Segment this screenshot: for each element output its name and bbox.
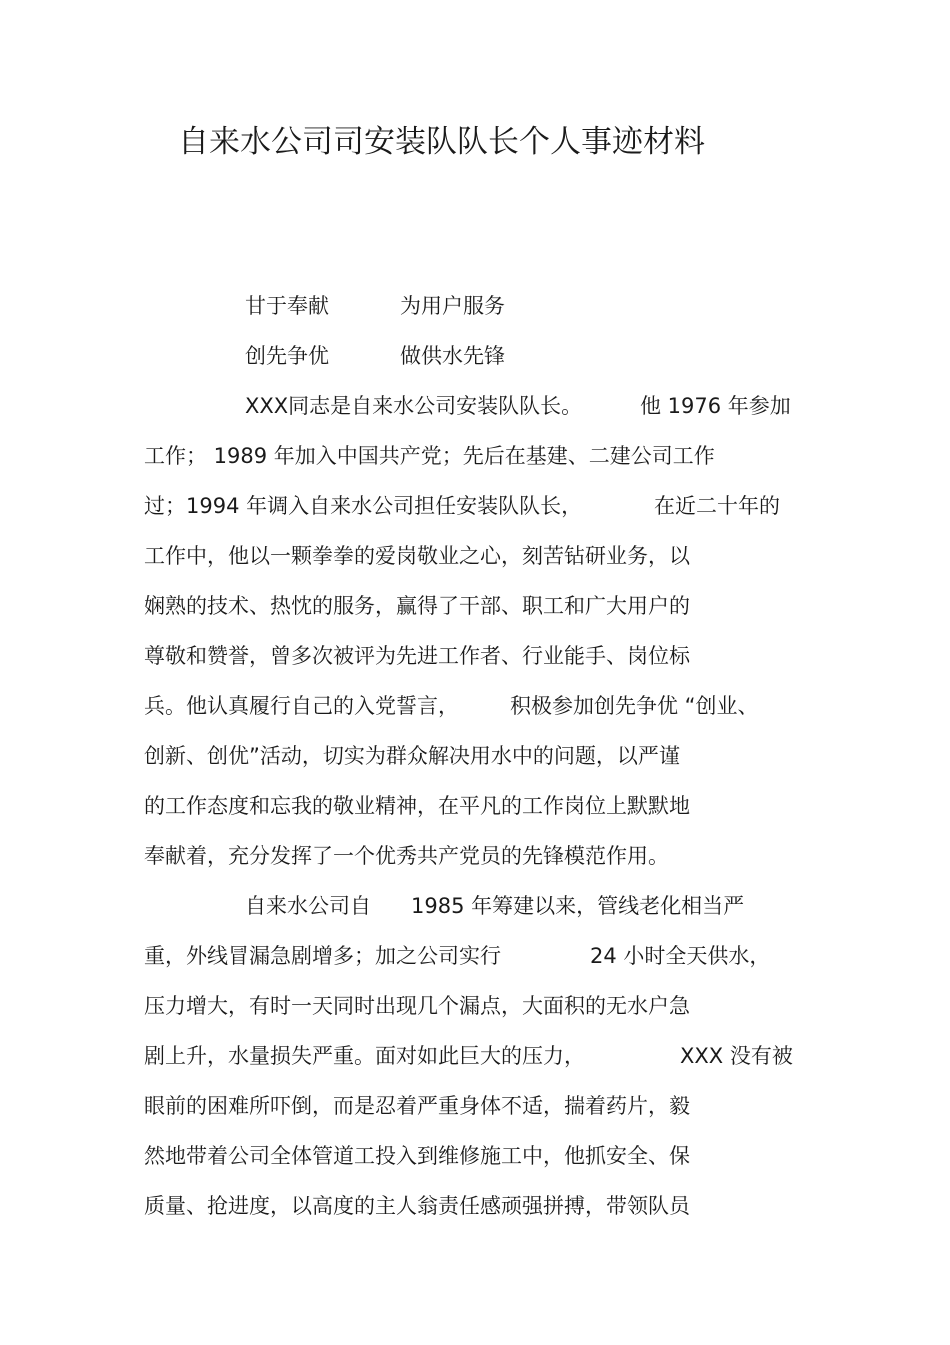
paragraph-1-line-6: 尊敬和赞誉，曾多次被评为先进工作者、行业能手、岗位标 [144,644,690,668]
paragraph-1-line-5: 娴熟的技术、热忱的服务，赢得了干部、职工和广大用户的 [144,594,690,618]
paragraph-1-line-1 [0,391,950,421]
paragraph-1-line-3 [0,491,950,521]
subtitle-line-2-right: 做供水先锋 [400,344,505,368]
paragraph-2-line-2-b: 24 小时全天供水， [590,944,771,968]
paragraph-2-line-6: 然地带着公司全体管道工投入到维修施工中，他抓安全、保 [144,1144,690,1168]
subtitle-line-1 [0,291,950,321]
paragraph-1-line-9: 的工作态度和忘我的敬业精神，在平凡的工作岗位上默默地 [144,794,690,818]
paragraph-1-line-1-a: XXX同志是自来水公司安装队队长。 [245,394,583,418]
paragraph-2-line-2-a: 重，外线冒漏急剧增多；加之公司实行 [144,944,501,968]
paragraph-1-line-7 [0,691,950,721]
paragraph-2-line-5: 眼前的困难所吓倒，而是忍着严重身体不适，揣着药片，毅 [144,1094,690,1118]
paragraph-1-line-7-b: 积极参加创先争优 “创业、 [510,694,759,718]
subtitle-line-2-left: 创先争优 [245,344,329,368]
paragraph-1-line-3-a: 过；1994 年调入自来水公司担任安装队队长， [144,494,583,518]
paragraph-2-line-1 [0,891,950,921]
subtitle-line-1-right: 为用户服务 [400,294,505,318]
document-title: 自来水公司司安装队队长个人事迹材料 [178,124,705,160]
paragraph-2-line-7: 质量、抢进度，以高度的主人翁责任感顽强拼搏，带领队员 [144,1194,690,1218]
paragraph-2-line-1-a: 自来水公司自 [245,894,371,918]
paragraph-1-line-7-a: 兵。他认真履行自己的入党誓言， [144,694,459,718]
paragraph-1-line-4: 工作中，他以一颗拳拳的爱岗敬业之心，刻苦钻研业务，以 [144,544,690,568]
paragraph-2-line-4-b: XXX 没有被 [680,1044,793,1068]
paragraph-2-line-4 [0,1041,950,1071]
paragraph-1-line-2: 工作； 1989 年加入中国共产党；先后在基建、二建公司工作 [144,444,715,468]
paragraph-2-line-4-a: 剧上升，水量损失严重。面对如此巨大的压力， [144,1044,585,1068]
paragraph-1-line-1-b: 他 1976 年参加 [640,394,791,418]
paragraph-1-line-3-b: 在近二十年的 [654,494,780,518]
paragraph-2-line-1-b: 1985 年筹建以来，管线老化相当严 [411,894,745,918]
paragraph-2-line-2 [0,941,950,971]
paragraph-1-line-8: 创新、创优”活动，切实为群众解决用水中的问题，以严谨 [144,744,680,768]
paragraph-2-line-3: 压力增大，有时一天同时出现几个漏点，大面积的无水户急 [144,994,690,1018]
subtitle-line-1-left: 甘于奉献 [245,294,329,318]
paragraph-1-line-10: 奉献着，充分发挥了一个优秀共产党员的先锋模范作用。 [144,844,669,868]
subtitle-line-2 [0,341,950,371]
